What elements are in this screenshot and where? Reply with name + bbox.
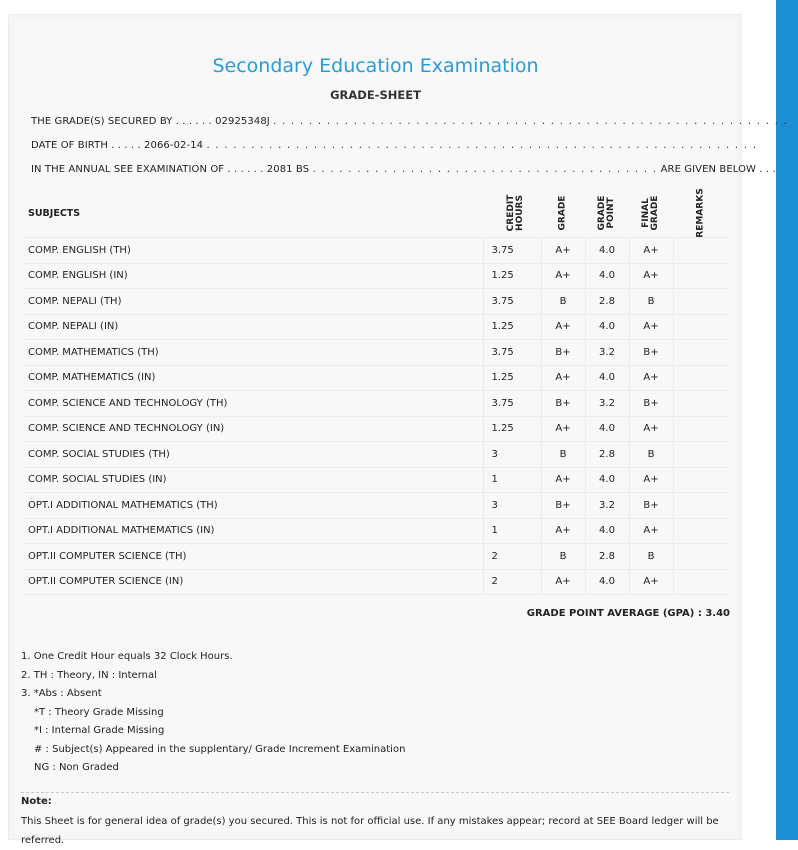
final-grade-cell: A+ [629,365,673,391]
final-grade-cell: A+ [629,314,673,340]
credit-hours-cell: 3.75 [483,391,541,417]
table-row [23,416,728,442]
subject-cell: OPT.II COMPUTER SCIENCE (IN) [23,569,483,595]
secured-by-dots: . . . . . . . . . . . . . . . . . . . . . . . . . . . . . . . . . . . . . . . . . . . . . . . . . . . . . . . . . . [273,116,789,127]
legend-sub-item: *I : Internal Grade Missing [34,725,165,736]
remarks-cell [673,569,728,595]
remarks-cell [673,544,728,570]
grade-sheet-card [8,14,789,846]
grade-point-cell: 2.8 [585,544,629,570]
dob-line [31,140,757,151]
grade-point-cell: 3.2 [585,340,629,366]
table-row [23,365,728,391]
grade-point-cell: 4.0 [585,416,629,442]
table-row [23,340,728,366]
subject-cell: COMP. NEPALI (IN) [23,314,483,340]
table-row [23,314,728,340]
credit-hours-cell: 3 [483,493,541,519]
grade-cell: A+ [541,365,585,391]
subject-cell: OPT.I ADDITIONAL MATHEMATICS (IN) [23,518,483,544]
exam-suffix: ARE GIVEN BELOW . . . [660,164,776,175]
remarks-cell [673,365,728,391]
final-grade-cell: B [629,544,673,570]
gpa-summary [15,608,730,619]
legend-item: 3. *Abs : Absent [21,688,102,699]
exam-year: 2081 BS [266,164,310,175]
grade-cell: A+ [541,569,585,595]
final-grade-cell: A+ [629,416,673,442]
remarks-cell [673,289,728,315]
table-row [23,263,728,289]
grade-point-cell: 4.0 [585,314,629,340]
table-row [23,518,728,544]
subject-cell: COMP. ENGLISH (TH) [23,238,483,264]
final-grade-cell: B+ [629,340,673,366]
grade-cell: A+ [541,314,585,340]
remarks-cell [673,391,728,417]
header-credit-hours-cell [483,189,541,238]
legend-sub-item: *T : Theory Grade Missing [34,706,164,718]
header-grade: GRADE [557,195,568,231]
grade-point-cell: 4.0 [585,238,629,264]
final-grade-cell: B+ [629,493,673,519]
final-grade-cell: B [629,289,673,315]
grade-cell: A+ [541,518,585,544]
symbol-number: 02925348J [215,116,270,127]
remarks-cell [673,416,728,442]
dob-dots: . . . . . . . . . . . . . . . . . . . . . . . . . . . . . . . . . . . . . . . . . . . . . . . . . . . . . . . . . . . . . . [206,140,758,151]
subject-cell: COMP. MATHEMATICS (TH) [23,340,483,366]
credit-hours-cell: 3.75 [483,289,541,315]
final-grade-cell: A+ [629,238,673,264]
grade-cell: A+ [541,467,585,493]
grade-cell: B [541,544,585,570]
grade-cell: A+ [541,416,585,442]
credit-hours-cell: 1.25 [483,263,541,289]
credit-hours-cell: 1 [483,518,541,544]
legend-sub-item: # : Subject(s) Appeared in the supplentary/ Grade Increment Examination [34,743,406,755]
grade-cell: B+ [541,340,585,366]
remarks-cell [673,518,728,544]
grade-point-cell: 2.8 [585,289,629,315]
table-row [23,289,728,315]
gpa-value: 3.40 [705,608,730,619]
final-grade-cell: A+ [629,569,673,595]
note-label: Note: [21,796,52,807]
final-grade-cell: A+ [629,518,673,544]
table-row [23,569,728,595]
legend-sub-item: NG : Non Graded [34,762,119,773]
dob-value: 2066-02-14 [144,140,204,151]
header-grade-point: GRADE POINT [597,195,616,231]
secured-by-label: THE GRADE(S) SECURED BY . . . . . . [31,116,212,127]
table-row [23,442,728,468]
table-row [23,467,728,493]
final-grade-cell: A+ [629,263,673,289]
table-row [23,391,728,417]
secured-by-line [31,116,788,127]
remarks-cell [673,442,728,468]
grade-point-cell: 3.2 [585,493,629,519]
final-grade-cell: A+ [629,467,673,493]
dashed-divider [21,792,729,793]
subject-cell: COMP. SCIENCE AND TECHNOLOGY (TH) [23,391,483,417]
header-subjects: SUBJECTS [23,189,483,238]
final-grade-cell: B+ [629,391,673,417]
grade-cell: B+ [541,391,585,417]
subject-cell: COMP. SCIENCE AND TECHNOLOGY (IN) [23,416,483,442]
grade-point-cell: 4.0 [585,365,629,391]
header-grade-cell [541,189,585,238]
header-grade-point-cell [585,189,629,238]
remarks-cell [673,238,728,264]
credit-hours-cell: 1.25 [483,416,541,442]
grade-point-cell: 4.0 [585,569,629,595]
legend-item: 2. TH : Theory, IN : Internal [21,669,157,681]
grade-cell: A+ [541,263,585,289]
page-title: Secondary Education Examination [212,55,539,77]
subject-cell: COMP. SOCIAL STUDIES (IN) [23,467,483,493]
header-final-grade: FINAL GRADE [641,195,660,231]
header-final-grade-cell [629,189,673,238]
header-credit-hours: CREDIT HOURS [506,194,525,232]
credit-hours-cell: 3 [483,442,541,468]
page-subtitle: GRADE-SHEET [330,88,421,102]
final-grade-cell: B [629,442,673,468]
grade-point-cell: 4.0 [585,263,629,289]
remarks-cell [673,263,728,289]
legend-list [21,648,405,778]
remarks-cell [673,314,728,340]
remarks-cell [673,467,728,493]
legend-item: 1. One Credit Hour equals 32 Clock Hours. [21,651,233,662]
credit-hours-cell: 2 [483,569,541,595]
exam-label: IN THE ANNUAL SEE EXAMINATION OF . . . . . . [31,164,264,175]
remarks-cell [673,493,728,519]
remarks-cell [673,340,728,366]
table-row [23,238,728,264]
subject-cell: COMP. NEPALI (TH) [23,289,483,315]
subject-cell: OPT.II COMPUTER SCIENCE (TH) [23,544,483,570]
subject-cell: COMP. SOCIAL STUDIES (TH) [23,442,483,468]
dob-label: DATE OF BIRTH . . . . . [31,140,141,151]
credit-hours-cell: 3.75 [483,238,541,264]
note-text: This Sheet is for general idea of grade(s) you secured. This is not for official use. If any mistakes appear; record at SEE Board ledger will be referred. [21,816,719,846]
credit-hours-cell: 1.25 [483,314,541,340]
grades-table [23,189,728,595]
grade-cell: A+ [541,238,585,264]
credit-hours-cell: 1.25 [483,365,541,391]
exam-dots: . . . . . . . . . . . . . . . . . . . . . . . . . . . . . . . . . . . . . . . [312,164,658,175]
grade-point-cell: 2.8 [585,442,629,468]
gpa-label: GRADE POINT AVERAGE (GPA) : [526,608,702,619]
table-row [23,493,728,519]
credit-hours-cell: 1 [483,467,541,493]
grade-point-cell: 3.2 [585,391,629,417]
grade-point-cell: 4.0 [585,467,629,493]
subject-cell: COMP. MATHEMATICS (IN) [23,365,483,391]
table-row [23,544,728,570]
header-remarks-cell [673,189,728,238]
grade-point-cell: 4.0 [585,518,629,544]
header-remarks: REMARKS [695,188,705,238]
grade-sheet-body [15,21,789,846]
grade-cell: B [541,442,585,468]
credit-hours-cell: 2 [483,544,541,570]
table-header-row [23,189,728,238]
subject-cell: OPT.I ADDITIONAL MATHEMATICS (TH) [23,493,483,519]
subject-cell: COMP. ENGLISH (IN) [23,263,483,289]
grade-cell: B [541,289,585,315]
exam-line [31,164,776,175]
grade-cell: B+ [541,493,585,519]
credit-hours-cell: 3.75 [483,340,541,366]
